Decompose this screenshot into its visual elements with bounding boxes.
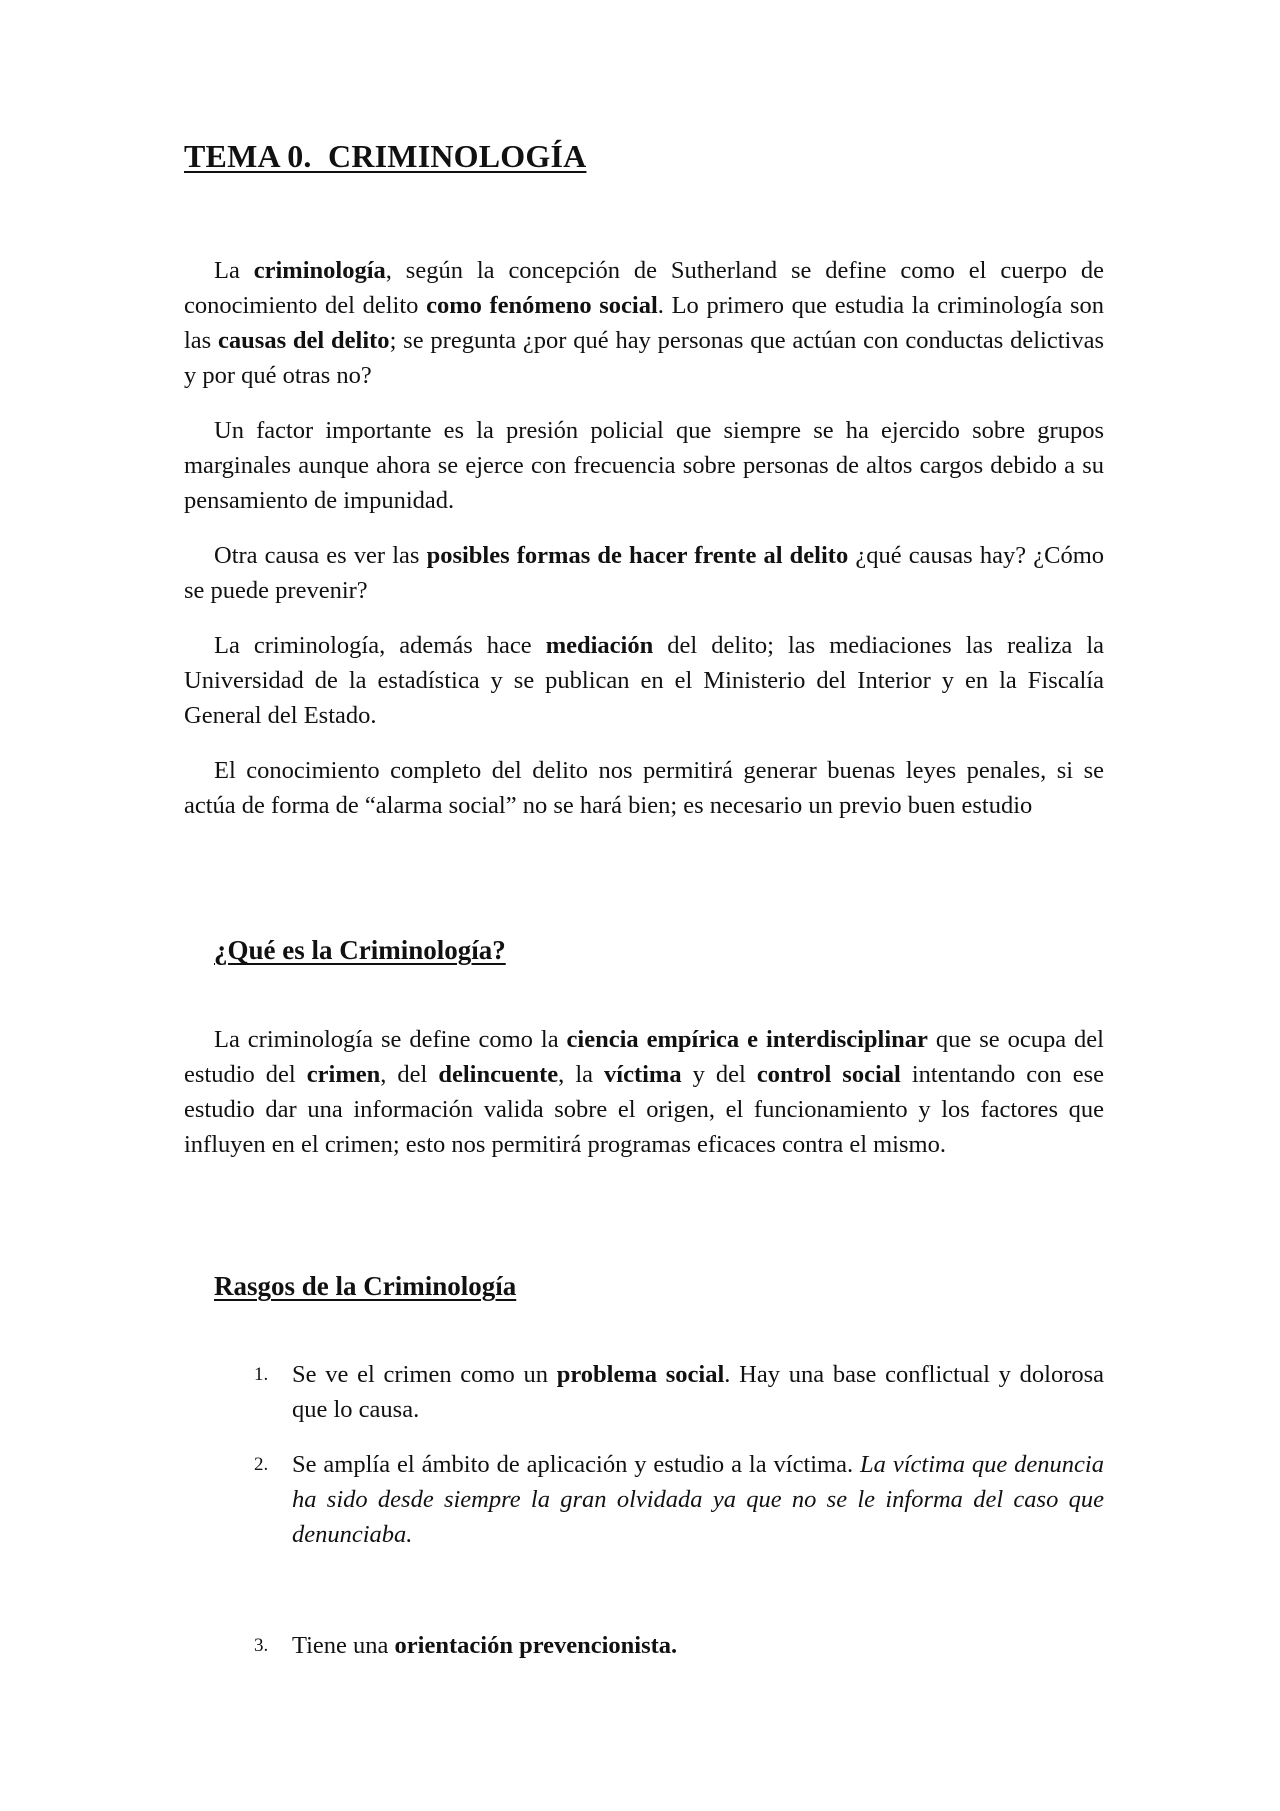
text-run: Tiene una <box>292 1632 395 1659</box>
text-run: La <box>214 257 254 284</box>
text-run: Se amplía el ámbito de aplicación y estudio a la víctima. <box>292 1451 861 1478</box>
text-run: del delito; las mediaciones las realiza la Universidad de la estadística y se publican en el Ministerio del Interior y en la Fiscalía General del Estado. <box>184 632 1104 729</box>
list-number: 1. <box>254 1364 269 1385</box>
list-number: 3. <box>254 1635 269 1656</box>
intro-paragraph-2: Un factor importante es la presión policial que siempre se ha ejercido sobre grupos marginales aunque ahora se ejerce con frecuencia sobre personas de altos cargos debido a su pensamiento de impunidad. <box>184 417 1104 514</box>
list-number: 2. <box>254 1454 269 1475</box>
intro-paragraph-3 <box>184 538 1104 608</box>
text-run: . Hay una base conflictual y dolorosa que lo causa. <box>292 1361 1105 1423</box>
bold-term: posibles formas de hacer frente al delito <box>426 542 849 569</box>
list-text <box>292 1357 1104 1427</box>
bold-term: víctima <box>604 1061 682 1088</box>
text-run: . Lo primero que estudia la criminología son las <box>184 292 1105 354</box>
definition-paragraph <box>184 1022 1104 1162</box>
list-text <box>292 1447 1104 1552</box>
list-item <box>254 1628 1104 1663</box>
italic-note: La víctima que denuncia ha sido desde siempre la gran olvidada ya que no se le informa del caso que denunciaba. <box>292 1451 1104 1548</box>
bold-term: delincuente <box>438 1061 559 1088</box>
bold-term: como fenómeno social <box>426 292 658 319</box>
bold-term: orientación prevencionista. <box>394 1632 678 1659</box>
text-run: intentando con ese estudio dar una información valida sobre el origen, el funcionamiento y los factores que influyen en el crimen; esto nos permitirá programas eficaces contra el mismo. <box>184 1061 1104 1158</box>
bold-term: problema social <box>556 1361 725 1388</box>
text-run: que se ocupa del estudio del <box>184 1026 1104 1088</box>
intro-paragraph-1 <box>184 253 1104 393</box>
list-item <box>254 1357 1104 1427</box>
bold-term: ciencia empírica e interdisciplinar <box>566 1026 928 1053</box>
list-text <box>292 1628 1104 1663</box>
bold-term: causas del delito <box>218 327 390 354</box>
text-run: , según la concepción de Sutherland se define como el cuerpo de conocimiento del delito <box>184 257 1104 319</box>
bold-term: crimen <box>306 1061 381 1088</box>
bold-term: mediación <box>545 632 654 659</box>
text-run: Se ve el crimen como un <box>292 1361 557 1388</box>
text-run: La criminología se define como la <box>214 1026 567 1053</box>
intro-paragraph-5: El conocimiento completo del delito nos permitirá generar buenas leyes penales, si se actúa de forma de “alarma social” no se hará bien; es necesario un previo buen estudio <box>184 757 1104 819</box>
list-item <box>254 1447 1104 1552</box>
intro-paragraph-4 <box>184 628 1104 733</box>
text-run: La criminología, además hace <box>214 632 546 659</box>
document-title: TEMA 0. CRIMINOLOGÍA <box>184 138 587 174</box>
bold-term: control social <box>756 1061 901 1088</box>
bold-term: criminología <box>253 257 386 284</box>
text-run: ¿qué causas hay? ¿Cómo se puede prevenir? <box>184 542 1104 604</box>
text-run: Otra causa es ver las <box>214 542 427 569</box>
section-heading-what-is: ¿Qué es la Criminología? <box>214 935 506 965</box>
text-run: ; se pregunta ¿por qué hay personas que actúan con conductas delictivas y por qué otras no? <box>184 327 1104 389</box>
text-run: , del <box>380 1061 439 1088</box>
text-run: y del <box>681 1061 757 1088</box>
text-run: , la <box>558 1061 605 1088</box>
section-heading-traits: Rasgos de la Criminología <box>214 1271 517 1301</box>
